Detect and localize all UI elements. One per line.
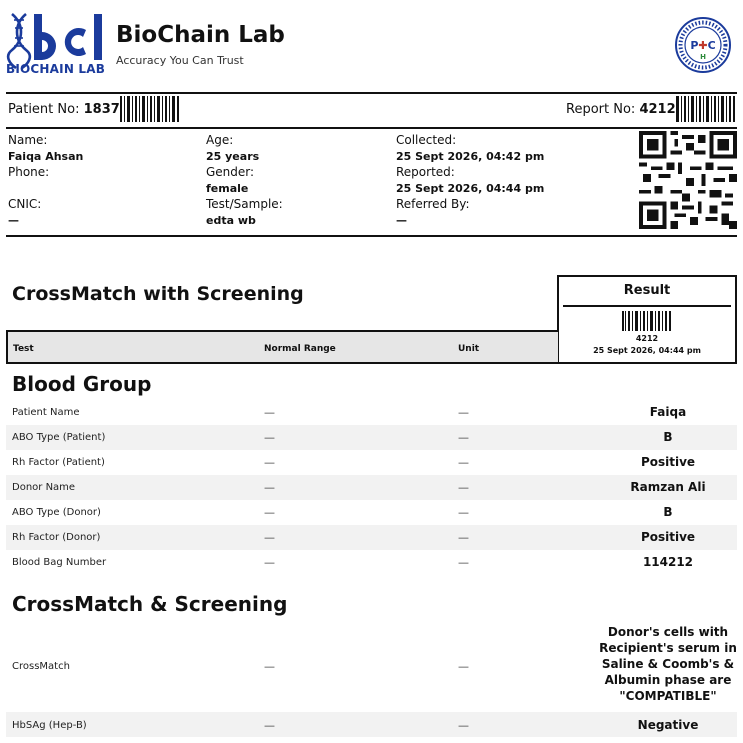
collected-label: Collected:	[396, 133, 457, 147]
row-range: —	[264, 406, 275, 419]
row-result: B	[663, 505, 673, 519]
logo-text: BIOCHAIN LAB	[6, 62, 106, 76]
reported-value: 25 Sept 2026, 04:44 pm	[396, 182, 545, 195]
name-label: Name:	[8, 133, 48, 147]
age-label: Age:	[206, 133, 234, 147]
divider-info-top	[6, 127, 737, 129]
divider-info-bottom	[6, 235, 737, 237]
row-result: Negative	[637, 718, 699, 732]
svg-text:P✚C: P✚C	[690, 39, 716, 52]
lab-tagline: Accuracy You Can Trust	[116, 54, 244, 67]
patient-barcode-icon	[120, 96, 180, 122]
row-range: —	[264, 431, 275, 444]
row-unit: —	[458, 719, 469, 732]
gender-value: female	[206, 182, 249, 195]
blood-group-title: Blood Group	[12, 372, 152, 396]
divider-top	[6, 92, 737, 94]
qr-code-icon	[639, 131, 737, 229]
table-row	[6, 550, 737, 575]
row-unit: —	[458, 531, 469, 544]
row-unit: —	[458, 406, 469, 419]
row-unit: —	[458, 481, 469, 494]
screening-title: CrossMatch & Screening	[12, 592, 288, 616]
reported-label: Reported:	[396, 165, 455, 179]
row-unit: —	[458, 431, 469, 444]
table-row	[6, 620, 737, 712]
row-range: —	[264, 506, 275, 519]
patient-no-label: Patient No:	[8, 102, 80, 117]
sample-label: Test/Sample:	[206, 197, 283, 211]
row-test: Rh Factor (Donor)	[12, 532, 101, 543]
row-result: Positive	[640, 455, 696, 469]
row-test: ABO Type (Patient)	[12, 432, 106, 443]
table-row	[6, 400, 737, 425]
age-value: 25 years	[206, 150, 260, 163]
table-row	[6, 425, 737, 450]
referred-value: —	[396, 214, 407, 227]
report-no-label: Report No:	[566, 102, 636, 117]
row-result: B	[663, 430, 673, 444]
result-barcode-icon	[622, 311, 672, 331]
col-normal-range: Normal Range	[264, 344, 336, 354]
row-test: CrossMatch	[12, 661, 70, 672]
healthcare-commission-seal-icon	[674, 16, 732, 74]
row-range: —	[264, 531, 275, 544]
col-unit: Unit	[458, 344, 480, 354]
row-unit: —	[458, 456, 469, 469]
report-no-value: 4212	[639, 102, 676, 117]
gender-label: Gender:	[206, 165, 255, 179]
row-unit: —	[458, 506, 469, 519]
report-barcode-icon	[676, 96, 736, 122]
row-range: —	[264, 719, 275, 732]
row-test: Blood Bag Number	[12, 557, 107, 568]
table-row	[6, 712, 737, 737]
test-title: CrossMatch with Screening	[12, 283, 304, 305]
result-label: Result	[623, 283, 671, 298]
table-row	[6, 525, 737, 550]
row-range: —	[264, 660, 275, 673]
patient-no-value: 1837	[83, 102, 120, 117]
report-no	[566, 102, 676, 117]
table-row	[6, 500, 737, 525]
row-result: Faiqa	[649, 405, 687, 419]
row-test: Donor Name	[12, 482, 76, 493]
patient-name: Faiqa Ahsan	[8, 150, 84, 163]
row-test: Rh Factor (Patient)	[12, 457, 105, 468]
table-row	[6, 475, 737, 500]
row-range: —	[264, 556, 275, 569]
row-unit: —	[458, 556, 469, 569]
row-result: 114212	[642, 555, 694, 569]
result-date: 25 Sept 2026, 04:44 pm	[593, 346, 701, 355]
referred-label: Referred By:	[396, 197, 470, 211]
row-result: Donor's cells with Recipient's serum in Saline & Coomb's & Albumin phase are "COMPATIBLE"	[599, 625, 737, 703]
row-test: ABO Type (Donor)	[12, 507, 101, 518]
row-unit: —	[458, 660, 469, 673]
row-range: —	[264, 456, 275, 469]
result-divider	[563, 305, 731, 307]
phone-label: Phone:	[8, 165, 50, 179]
svg-text:H: H	[700, 53, 706, 61]
row-range: —	[264, 481, 275, 494]
table-row	[6, 450, 737, 475]
result-code: 4212	[635, 334, 659, 343]
row-test: HbSAg (Hep-B)	[12, 720, 87, 731]
sample-value: edta wb	[206, 214, 256, 227]
row-result: Ramzan Ali	[630, 480, 706, 494]
col-test: Test	[13, 344, 34, 354]
row-result: Positive	[640, 530, 696, 544]
result-box	[557, 275, 737, 364]
lab-name: BioChain Lab	[116, 22, 285, 48]
patient-no	[8, 102, 120, 117]
collected-value: 25 Sept 2026, 04:42 pm	[396, 150, 545, 163]
cnic-label: CNIC:	[8, 197, 42, 211]
cnic-value: —	[8, 214, 19, 227]
row-test: Patient Name	[12, 407, 80, 418]
